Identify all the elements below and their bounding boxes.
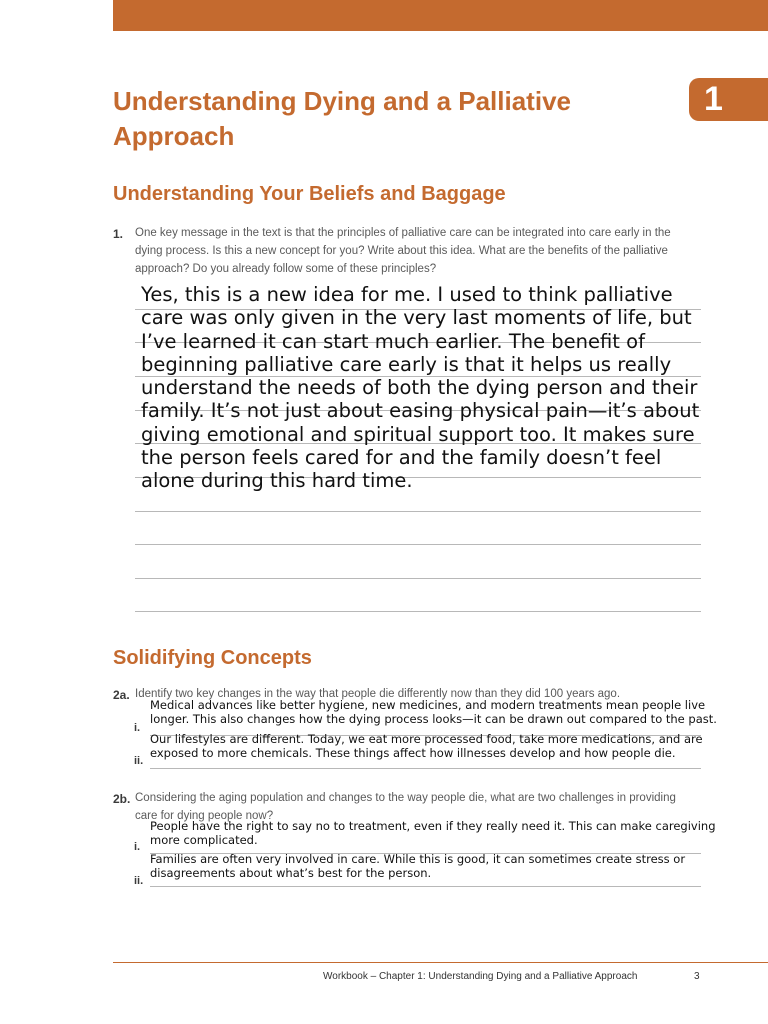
- chapter-number: 1: [704, 80, 723, 118]
- header-color-band: [113, 0, 768, 31]
- footer-rule: [113, 962, 768, 963]
- question-2b-text: Considering the aging population and changes to the way people die, what are two challenges in providing care for dying people now?: [135, 792, 676, 822]
- answer-line: [135, 578, 701, 579]
- question-2a-answer-2[interactable]: Our lifestyles are different. Today, we eat more processed food, take more medications, and are exposed to more chemicals. These things affect how illnesses develop and how people die.: [150, 732, 703, 760]
- question-1-text: One key message in the text is that the principles of palliative care can be integrated into care early in the dying process. Is this a new concept for you? Write about this idea. What are the benefits of the palliative approach? Do you already follow some of these principles?: [135, 227, 671, 275]
- section-heading-concepts: Solidifying Concepts: [113, 647, 312, 669]
- question-2b-answer-2[interactable]: Families are often very involved in care. While this is good, it can sometimes create stress or disagreements about what’s best for the person.: [150, 852, 686, 880]
- answer-line: [135, 511, 701, 512]
- section-heading-beliefs: Understanding Your Beliefs and Baggage: [113, 183, 506, 205]
- question-2b-item-label: ii.: [134, 875, 144, 887]
- page-number: 3: [694, 971, 700, 982]
- footer-chapter-text: Workbook – Chapter 1: Understanding Dying and a Palliative Approach: [323, 971, 638, 982]
- answer-line: [150, 886, 701, 887]
- question-2a-item-label: ii.: [134, 755, 144, 767]
- answer-line: [135, 611, 701, 612]
- question-2a-number: 2a.: [113, 688, 130, 702]
- question-1-answer[interactable]: Yes, this is a new idea for me. I used to think palliative care was only given in the very last moments of life, but I’ve learned it can start much earlier. The benefit of beginning palliative care early is that it helps us really understand the needs of both the dying person and their family. It’s not just about easing physical pain—it’s about giving emotional and spiritual support too. It makes sure the person feels cared for and the family doesn’t feel alone during this hard time.: [141, 283, 700, 493]
- question-2b-answer-1[interactable]: People have the right to say no to treatment, even if they really need it. This can make caregiving more complicated.: [150, 819, 716, 847]
- chapter-number-tab: [689, 78, 768, 121]
- question-2a-text: Identify two key changes in the way that people die differently now than they did 100 years ago.: [135, 688, 621, 700]
- answer-line: [150, 768, 701, 769]
- question-2a-answer-1[interactable]: Medical advances like better hygiene, new medicines, and modern treatments mean people live longer. This also changes how the dying process looks—it can be drawn out compared to the past.: [150, 698, 717, 726]
- answer-line: [135, 544, 701, 545]
- chapter-title: Understanding Dying and a Palliative Approach: [113, 86, 571, 151]
- question-2b-item-label: i.: [134, 841, 141, 853]
- question-2a-item-label: i.: [134, 722, 141, 734]
- question-2b-number: 2b.: [113, 792, 131, 806]
- question-1-number: 1.: [113, 227, 124, 241]
